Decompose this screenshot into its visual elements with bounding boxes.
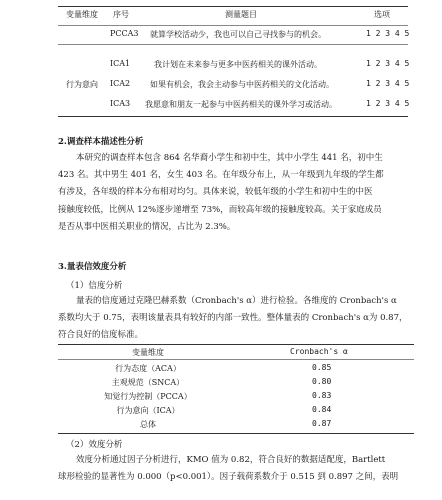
table-header-rule [58, 25, 408, 26]
table-header-alpha: Cronbach's α [290, 347, 348, 356]
table-bottom-rule [58, 433, 414, 434]
paragraph-line: 量表的信度通过克隆巴赫系数（Cronbach's α）进行检验。各维度的 Cronbach's α [76, 296, 397, 306]
item-options: 1 2 3 4 5 [366, 59, 410, 68]
table-bottom-rule [58, 116, 408, 117]
table-header-dimension: 变量维度 [132, 348, 164, 357]
paragraph-line: 系数均大于 0.75，表明该量表具有较好的内部一致性。整体量表的 Cronbach's α为 0.87， [58, 313, 408, 324]
section-heading: 2.调查样本描述性分析 [58, 137, 144, 147]
item-options: 1 2 3 4 5 [366, 79, 410, 88]
dimension-label: 行为意向 [66, 80, 98, 89]
alpha-cell: 0.87 [312, 419, 332, 428]
paragraph-line: 是否从事中医相关职业的情况，占比为 2.3%。 [58, 221, 236, 232]
dimension-cell: 主观规范（SNCA） [111, 378, 185, 387]
table-top-rule [58, 344, 414, 345]
item-options: 1 2 3 4 5 [366, 29, 410, 38]
alpha-cell: 0.80 [312, 377, 332, 386]
paragraph-line: 效度分析通过因子分析进行，KMO 值为 0.82，符合良好的数据适配度，Bartlett [76, 455, 386, 465]
paragraph-line: 符合良好的信度标准。 [58, 330, 144, 341]
table-header-item: 测量题目 [225, 10, 257, 19]
item-code: PCCA3 [110, 29, 139, 38]
subsection-heading: （1）信度分析 [66, 281, 123, 291]
alpha-cell: 0.85 [312, 363, 332, 372]
dimension-cell: 行为态度（ACA） [115, 364, 181, 373]
item-options: 1 2 3 4 5 [366, 99, 410, 108]
item-code: ICA1 [110, 59, 131, 68]
table-header-code: 序号 [113, 10, 129, 19]
reliability-paragraph [58, 293, 408, 345]
item-text: 我计划在未来参与更多中医药相关的课外活动。 [154, 60, 322, 69]
sample-description-paragraph [58, 150, 384, 236]
table-header-rule [58, 359, 414, 360]
item-code: ICA3 [110, 99, 131, 108]
table-top-rule [58, 6, 408, 7]
dimension-cell: 知觉行为控制（PCCA） [104, 392, 192, 401]
item-text: 我愿意和朋友一起参与中医药相关的课外学习或活动。 [145, 100, 337, 109]
dimension-cell: 行为意向（ICA） [116, 406, 180, 415]
item-text: 如果有机会，我会主动参与中医药相关的文化活动。 [150, 80, 334, 89]
alpha-cell: 0.83 [312, 391, 332, 400]
alpha-cell: 0.84 [312, 405, 332, 414]
subsection-heading: （2）效度分析 [66, 440, 123, 450]
paragraph-line: 有涉及，各年级的样本分布相对均匀。具体来说，较低年级的小学生和初中生的中医 [58, 187, 373, 198]
item-text: 就算学校活动少，我也可以自己寻找参与的机会。 [150, 30, 326, 39]
paragraph-line: 423 名。其中男生 401 名，女生 403 名。在年级分布上，从一年级到九年级的学生都 [58, 170, 384, 181]
row-divider [58, 44, 408, 45]
paragraph-line: 接触度较低，比例从 12%逐步递增至 73%，而较高年级的接触度较高。关于家庭成员 [58, 204, 382, 215]
table-header-options: 选项 [374, 10, 390, 19]
table-header-dimension: 变量维度 [66, 10, 98, 19]
paragraph-line: 球形检验的显著性为 0.000（p<0.001）。因子载荷系数介于 0.515 到 0.897 之间，表明 [58, 472, 399, 483]
paragraph-line: 本研究的调查样本包含 864 名华裔小学生和初中生，其中小学生 441 名，初中生 [76, 153, 383, 163]
validity-paragraph [58, 452, 398, 486]
item-code: ICA2 [110, 79, 131, 88]
section-heading: 3.量表信效度分析 [58, 262, 127, 272]
dimension-cell: 总体 [140, 420, 156, 429]
